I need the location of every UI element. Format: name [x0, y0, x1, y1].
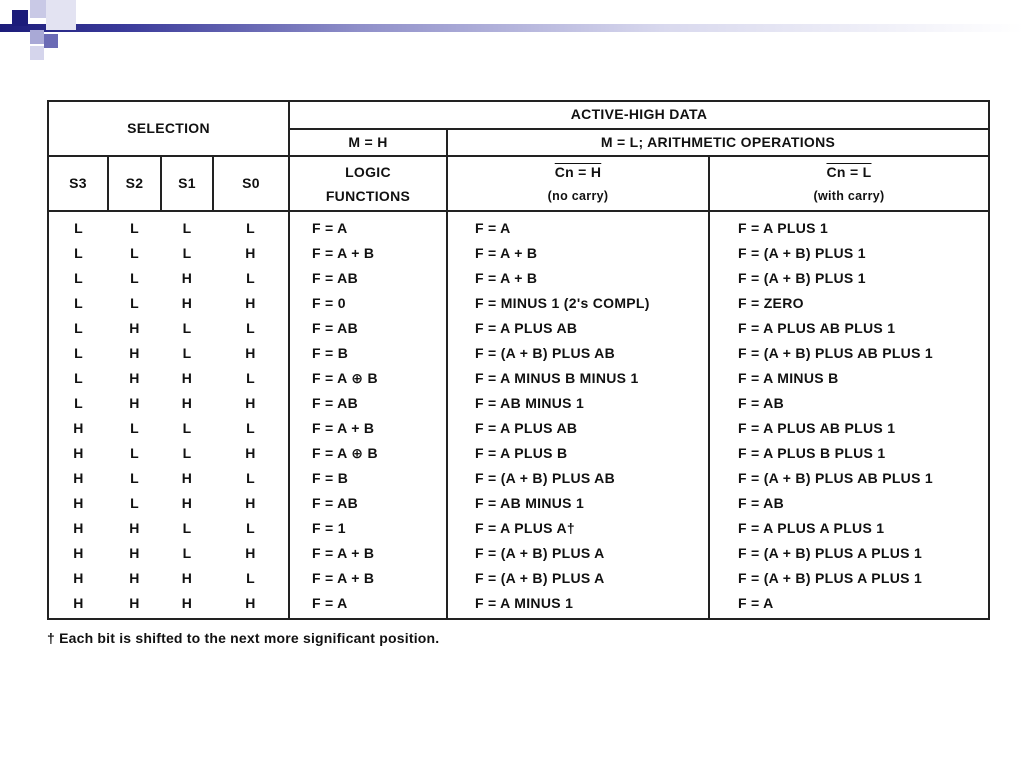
table-row: [48, 441, 989, 466]
cell-with-carry: F = (A + B) PLUS 1: [709, 241, 989, 266]
cell-s2: H: [129, 320, 140, 336]
cell-no-carry: F = (A + B) PLUS A: [447, 566, 709, 591]
cell-logic-function: F = A ⊕ B: [289, 366, 447, 391]
cell-logic-function: F = AB: [289, 266, 447, 291]
cell-with-carry: F = ZERO: [709, 291, 989, 316]
table-row: [48, 211, 989, 241]
table-row: [48, 316, 989, 341]
table-row: [48, 391, 989, 416]
cell-logic-function: F = A + B: [289, 541, 447, 566]
cell-s2: L: [130, 470, 139, 486]
cell-s2: L: [130, 270, 139, 286]
cell-no-carry: F = (A + B) PLUS A: [447, 541, 709, 566]
cell-s2: L: [130, 295, 139, 311]
cell-s2: H: [129, 545, 140, 561]
cell-logic-function: F = A + B: [289, 241, 447, 266]
cell-s1: L: [182, 545, 192, 561]
cell-s1: L: [182, 520, 192, 536]
slide-header-bar: [0, 24, 1024, 32]
table-row: [48, 541, 989, 566]
cell-with-carry: F = (A + B) PLUS A PLUS 1: [709, 541, 989, 566]
cn-l-label: Cn = L: [826, 163, 872, 180]
table-row: [48, 366, 989, 391]
cell-s0: H: [245, 245, 256, 261]
logic-functions-header: [289, 156, 447, 211]
cell-logic-function: F = 0: [289, 291, 447, 316]
cell-s1: H: [181, 470, 193, 486]
table-row: [48, 341, 989, 366]
cell-s0: L: [246, 470, 255, 486]
table-row: [48, 266, 989, 291]
cell-s3: L: [48, 266, 108, 291]
cell-s2: H: [129, 570, 140, 586]
table-row: [48, 416, 989, 441]
cell-s3: H: [48, 516, 108, 541]
cell-s3: L: [48, 241, 108, 266]
decor-square: [30, 46, 44, 60]
decor-square: [12, 10, 28, 26]
cell-s0: H: [245, 345, 256, 361]
cell-no-carry: F = A PLUS AB: [447, 416, 709, 441]
cell-no-carry: F = AB MINUS 1: [447, 491, 709, 516]
cell-s1: H: [181, 270, 193, 286]
cell-s3: H: [48, 441, 108, 466]
cell-with-carry: F = A MINUS B: [709, 366, 989, 391]
logic-label: LOGIC: [345, 163, 391, 180]
cell-no-carry: F = A PLUS B: [447, 441, 709, 466]
s1-header: S1: [161, 156, 213, 211]
no-carry-note: (no carry): [547, 188, 609, 203]
cell-logic-function: F = B: [289, 466, 447, 491]
cell-s3: H: [48, 466, 108, 491]
cell-s3: L: [48, 341, 108, 366]
cell-no-carry: F = A MINUS B MINUS 1: [447, 366, 709, 391]
active-high-data-header: ACTIVE-HIGH DATA: [289, 101, 989, 129]
cell-with-carry: F = A PLUS A PLUS 1: [709, 516, 989, 541]
cell-s3: H: [48, 491, 108, 516]
cell-s1: H: [181, 370, 193, 386]
cell-no-carry: F = (A + B) PLUS AB: [447, 466, 709, 491]
cell-no-carry: F = MINUS 1 (2's COMPL): [447, 291, 709, 316]
table-row: [48, 291, 989, 316]
cell-s0: L: [246, 320, 255, 336]
table-row: [48, 591, 989, 619]
cell-s0: L: [246, 370, 255, 386]
cell-s0: L: [246, 220, 255, 236]
cell-logic-function: F = A: [289, 591, 447, 619]
decor-square: [44, 34, 58, 48]
cell-logic-function: F = A: [289, 211, 447, 241]
cell-no-carry: F = A: [447, 211, 709, 241]
cell-s2: H: [129, 370, 140, 386]
cell-s3: H: [48, 541, 108, 566]
decor-square: [30, 0, 46, 18]
decor-square: [30, 30, 44, 44]
cell-with-carry: F = (A + B) PLUS AB PLUS 1: [709, 466, 989, 491]
cell-s1: L: [182, 320, 192, 336]
selection-header: SELECTION: [48, 101, 289, 156]
cell-with-carry: F = AB: [709, 491, 989, 516]
cell-logic-function: F = AB: [289, 316, 447, 341]
cell-s3: L: [48, 211, 108, 241]
m-l-header: M = L; ARITHMETIC OPERATIONS: [447, 129, 989, 157]
cell-with-carry: F = A: [709, 591, 989, 619]
cell-s2: L: [130, 420, 139, 436]
cell-no-carry: F = A + B: [447, 241, 709, 266]
cell-s1: H: [181, 295, 193, 311]
cell-s0: L: [246, 520, 255, 536]
cell-no-carry: F = A PLUS A†: [447, 516, 709, 541]
cell-s2: L: [130, 495, 139, 511]
cell-no-carry: F = AB MINUS 1: [447, 391, 709, 416]
cell-s3: L: [48, 391, 108, 416]
cell-no-carry: F = A PLUS AB: [447, 316, 709, 341]
cell-s1: L: [182, 345, 192, 361]
cell-s0: H: [245, 395, 256, 411]
with-carry-note: (with carry): [813, 188, 885, 203]
m-h-header: M = H: [289, 129, 447, 157]
cell-with-carry: F = (A + B) PLUS 1: [709, 266, 989, 291]
cell-s2: L: [130, 245, 139, 261]
table-row: [48, 566, 989, 591]
cell-with-carry: F = (A + B) PLUS A PLUS 1: [709, 566, 989, 591]
table-body: [48, 211, 989, 619]
cell-with-carry: F = AB: [709, 391, 989, 416]
cell-s2: H: [108, 591, 161, 619]
cell-s0: H: [245, 495, 256, 511]
cell-logic-function: F = B: [289, 341, 447, 366]
cell-s1: L: [182, 445, 192, 461]
cell-no-carry: F = A + B: [447, 266, 709, 291]
table-row: [48, 491, 989, 516]
cn-h-label: Cn = H: [554, 163, 602, 180]
cell-s3: H: [48, 591, 108, 619]
cell-s0: H: [213, 591, 289, 619]
cell-logic-function: F = AB: [289, 391, 447, 416]
s0-header: S0: [213, 156, 289, 211]
cell-s1: L: [182, 420, 192, 436]
cell-s0: L: [246, 420, 255, 436]
cell-s3: H: [48, 416, 108, 441]
cell-with-carry: F = A PLUS AB PLUS 1: [709, 316, 989, 341]
cell-s1: L: [182, 220, 192, 236]
cell-logic-function: F = 1: [289, 516, 447, 541]
cell-logic-function: F = AB: [289, 491, 447, 516]
with-carry-header: [709, 156, 989, 211]
cell-s2: H: [129, 395, 140, 411]
alu-function-table: [47, 100, 990, 620]
cell-with-carry: F = (A + B) PLUS AB PLUS 1: [709, 341, 989, 366]
s2-header: S2: [108, 156, 161, 211]
cell-s0: H: [245, 445, 256, 461]
cell-s1: H: [161, 591, 213, 619]
cell-s0: H: [245, 545, 256, 561]
cell-logic-function: F = A + B: [289, 416, 447, 441]
cell-s0: H: [245, 295, 256, 311]
cell-s2: L: [130, 220, 139, 236]
cell-s1: H: [181, 570, 193, 586]
cell-s2: H: [129, 345, 140, 361]
footnote: † Each bit is shifted to the next more significant position.: [47, 630, 440, 646]
cell-s0: L: [246, 570, 255, 586]
cell-s3: L: [48, 366, 108, 391]
cell-s2: L: [130, 445, 139, 461]
cell-no-carry: F = (A + B) PLUS AB: [447, 341, 709, 366]
functions-label: FUNCTIONS: [325, 187, 411, 204]
cell-no-carry: F = A MINUS 1: [447, 591, 709, 619]
cell-with-carry: F = A PLUS AB PLUS 1: [709, 416, 989, 441]
cell-with-carry: F = A PLUS 1: [709, 211, 989, 241]
cell-s1: H: [181, 495, 193, 511]
cell-s3: L: [48, 316, 108, 341]
cell-s1: H: [181, 395, 193, 411]
decor-square: [46, 0, 76, 30]
no-carry-header: [447, 156, 709, 211]
cell-s3: H: [48, 566, 108, 591]
cell-s1: L: [182, 245, 192, 261]
table-row: [48, 466, 989, 491]
cell-s3: L: [48, 291, 108, 316]
cell-logic-function: F = A ⊕ B: [289, 441, 447, 466]
cell-s2: H: [129, 520, 140, 536]
table-row: [48, 241, 989, 266]
cell-logic-function: F = A + B: [289, 566, 447, 591]
cell-s0: L: [246, 270, 255, 286]
cell-with-carry: F = A PLUS B PLUS 1: [709, 441, 989, 466]
s3-header: S3: [48, 156, 108, 211]
table-row: [48, 516, 989, 541]
